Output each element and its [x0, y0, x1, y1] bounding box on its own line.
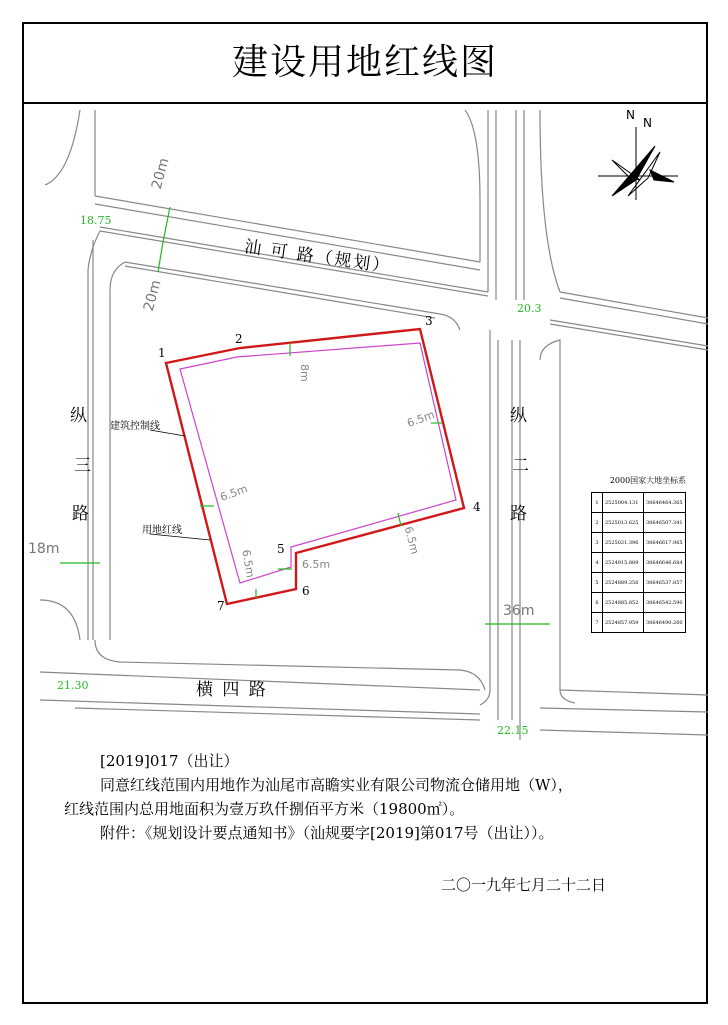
vertex-7: 7: [217, 599, 225, 613]
road-label-zongsan-3: 路: [72, 504, 89, 524]
table-row: [592, 573, 686, 593]
table-cell: 4: [592, 553, 603, 573]
road-label-zonger-1: 纵: [510, 406, 527, 426]
table-cell: 6: [592, 593, 603, 613]
table-row: [592, 533, 686, 553]
table-cell: 38646507.341: [644, 513, 686, 533]
north-label-b: N: [643, 116, 652, 130]
vertex-5: 5: [277, 542, 285, 556]
vertex-4: 4: [473, 500, 481, 514]
vertex-2: 2: [235, 332, 243, 346]
table-row: [592, 613, 686, 633]
table-cell: 38646490.260: [644, 613, 686, 633]
table-cell: 2524857.959: [603, 613, 644, 633]
width-label-top-b: 20m: [140, 278, 165, 313]
setback-bottom: 6.5m: [302, 558, 331, 571]
north-label-a: N: [626, 108, 635, 122]
elevation-2: 20.3: [517, 302, 542, 315]
table-row: [592, 593, 686, 613]
coord-table-title: 2000国家大地坐标系: [609, 476, 687, 485]
table-cell: 2525004.131: [603, 493, 644, 513]
note-ref: [2019]017（出让）: [100, 752, 239, 770]
note-line1: 同意红线范围内用地作为汕尾市高瞻实业有限公司物流仓储用地（W），: [100, 776, 573, 794]
elevation-4: 22.15: [497, 724, 529, 737]
vertex-6: 6: [302, 584, 310, 598]
road-label-zongsan-2: 三: [74, 456, 91, 476]
table-cell: 2525021.396: [603, 533, 644, 553]
table-cell: 38646537.857: [644, 573, 686, 593]
table-cell: 38646464.365: [644, 493, 686, 513]
table-cell: 1: [592, 493, 603, 513]
table-cell: 2524885.852: [603, 593, 644, 613]
map-title: 建设用地红线图: [22, 22, 708, 104]
setback-lower-right: 6.5m: [401, 525, 422, 556]
north-arrow-icon: [598, 127, 678, 200]
table-cell: 2524915.889: [603, 553, 644, 573]
road-label-zonger-3: 路: [510, 504, 527, 524]
vertex-1: 1: [158, 346, 166, 360]
road-label-zongsan-1: 纵: [70, 406, 87, 426]
elevation-3: 21.30: [57, 679, 89, 692]
road-label-zonger-2: 二: [512, 456, 529, 476]
table-cell: 5: [592, 573, 603, 593]
width-label-left: 18m: [28, 541, 60, 557]
table-cell: 7: [592, 613, 603, 633]
setback-right: 6.5m: [405, 408, 437, 430]
table-cell: 2525013.625: [603, 513, 644, 533]
setback-notch: 6.5m: [239, 548, 257, 579]
width-label-top-a: 20m: [148, 156, 173, 191]
note-line3: 附件：《规划设计要点通知书》（汕规要字[2019]第017号（出让））。: [100, 824, 554, 842]
road-label-shanke: 汕 可 路（规划）: [243, 236, 393, 278]
note-date: 二〇一九年七月二十二日: [441, 876, 607, 894]
road-label-hengsi: 横 四 路: [196, 680, 268, 700]
legend-land-line: 用地红线: [142, 525, 182, 536]
note-line2: 红线范围内总用地面积为壹万玖仟捌佰平方米（19800㎡）。: [64, 800, 465, 818]
width-label-right: 36m: [503, 603, 535, 619]
setback-left: 6.5m: [218, 482, 250, 504]
table-cell: 2524889.256: [603, 573, 644, 593]
table-row: [592, 493, 686, 513]
table-cell: 38646646.684: [644, 553, 686, 573]
table-cell: 3: [592, 533, 603, 553]
table-cell: 38646542.590: [644, 593, 686, 613]
table-cell: 38646617.965: [644, 533, 686, 553]
elevation-1: 18.75: [80, 214, 112, 227]
setback-top: 8m: [298, 364, 311, 382]
legend-building-line: 建筑控制线: [110, 421, 160, 432]
vertex-3: 3: [425, 314, 433, 328]
table-row: [592, 553, 686, 573]
table-cell: 2: [592, 513, 603, 533]
table-row: [592, 513, 686, 533]
coord-table: [591, 492, 686, 633]
